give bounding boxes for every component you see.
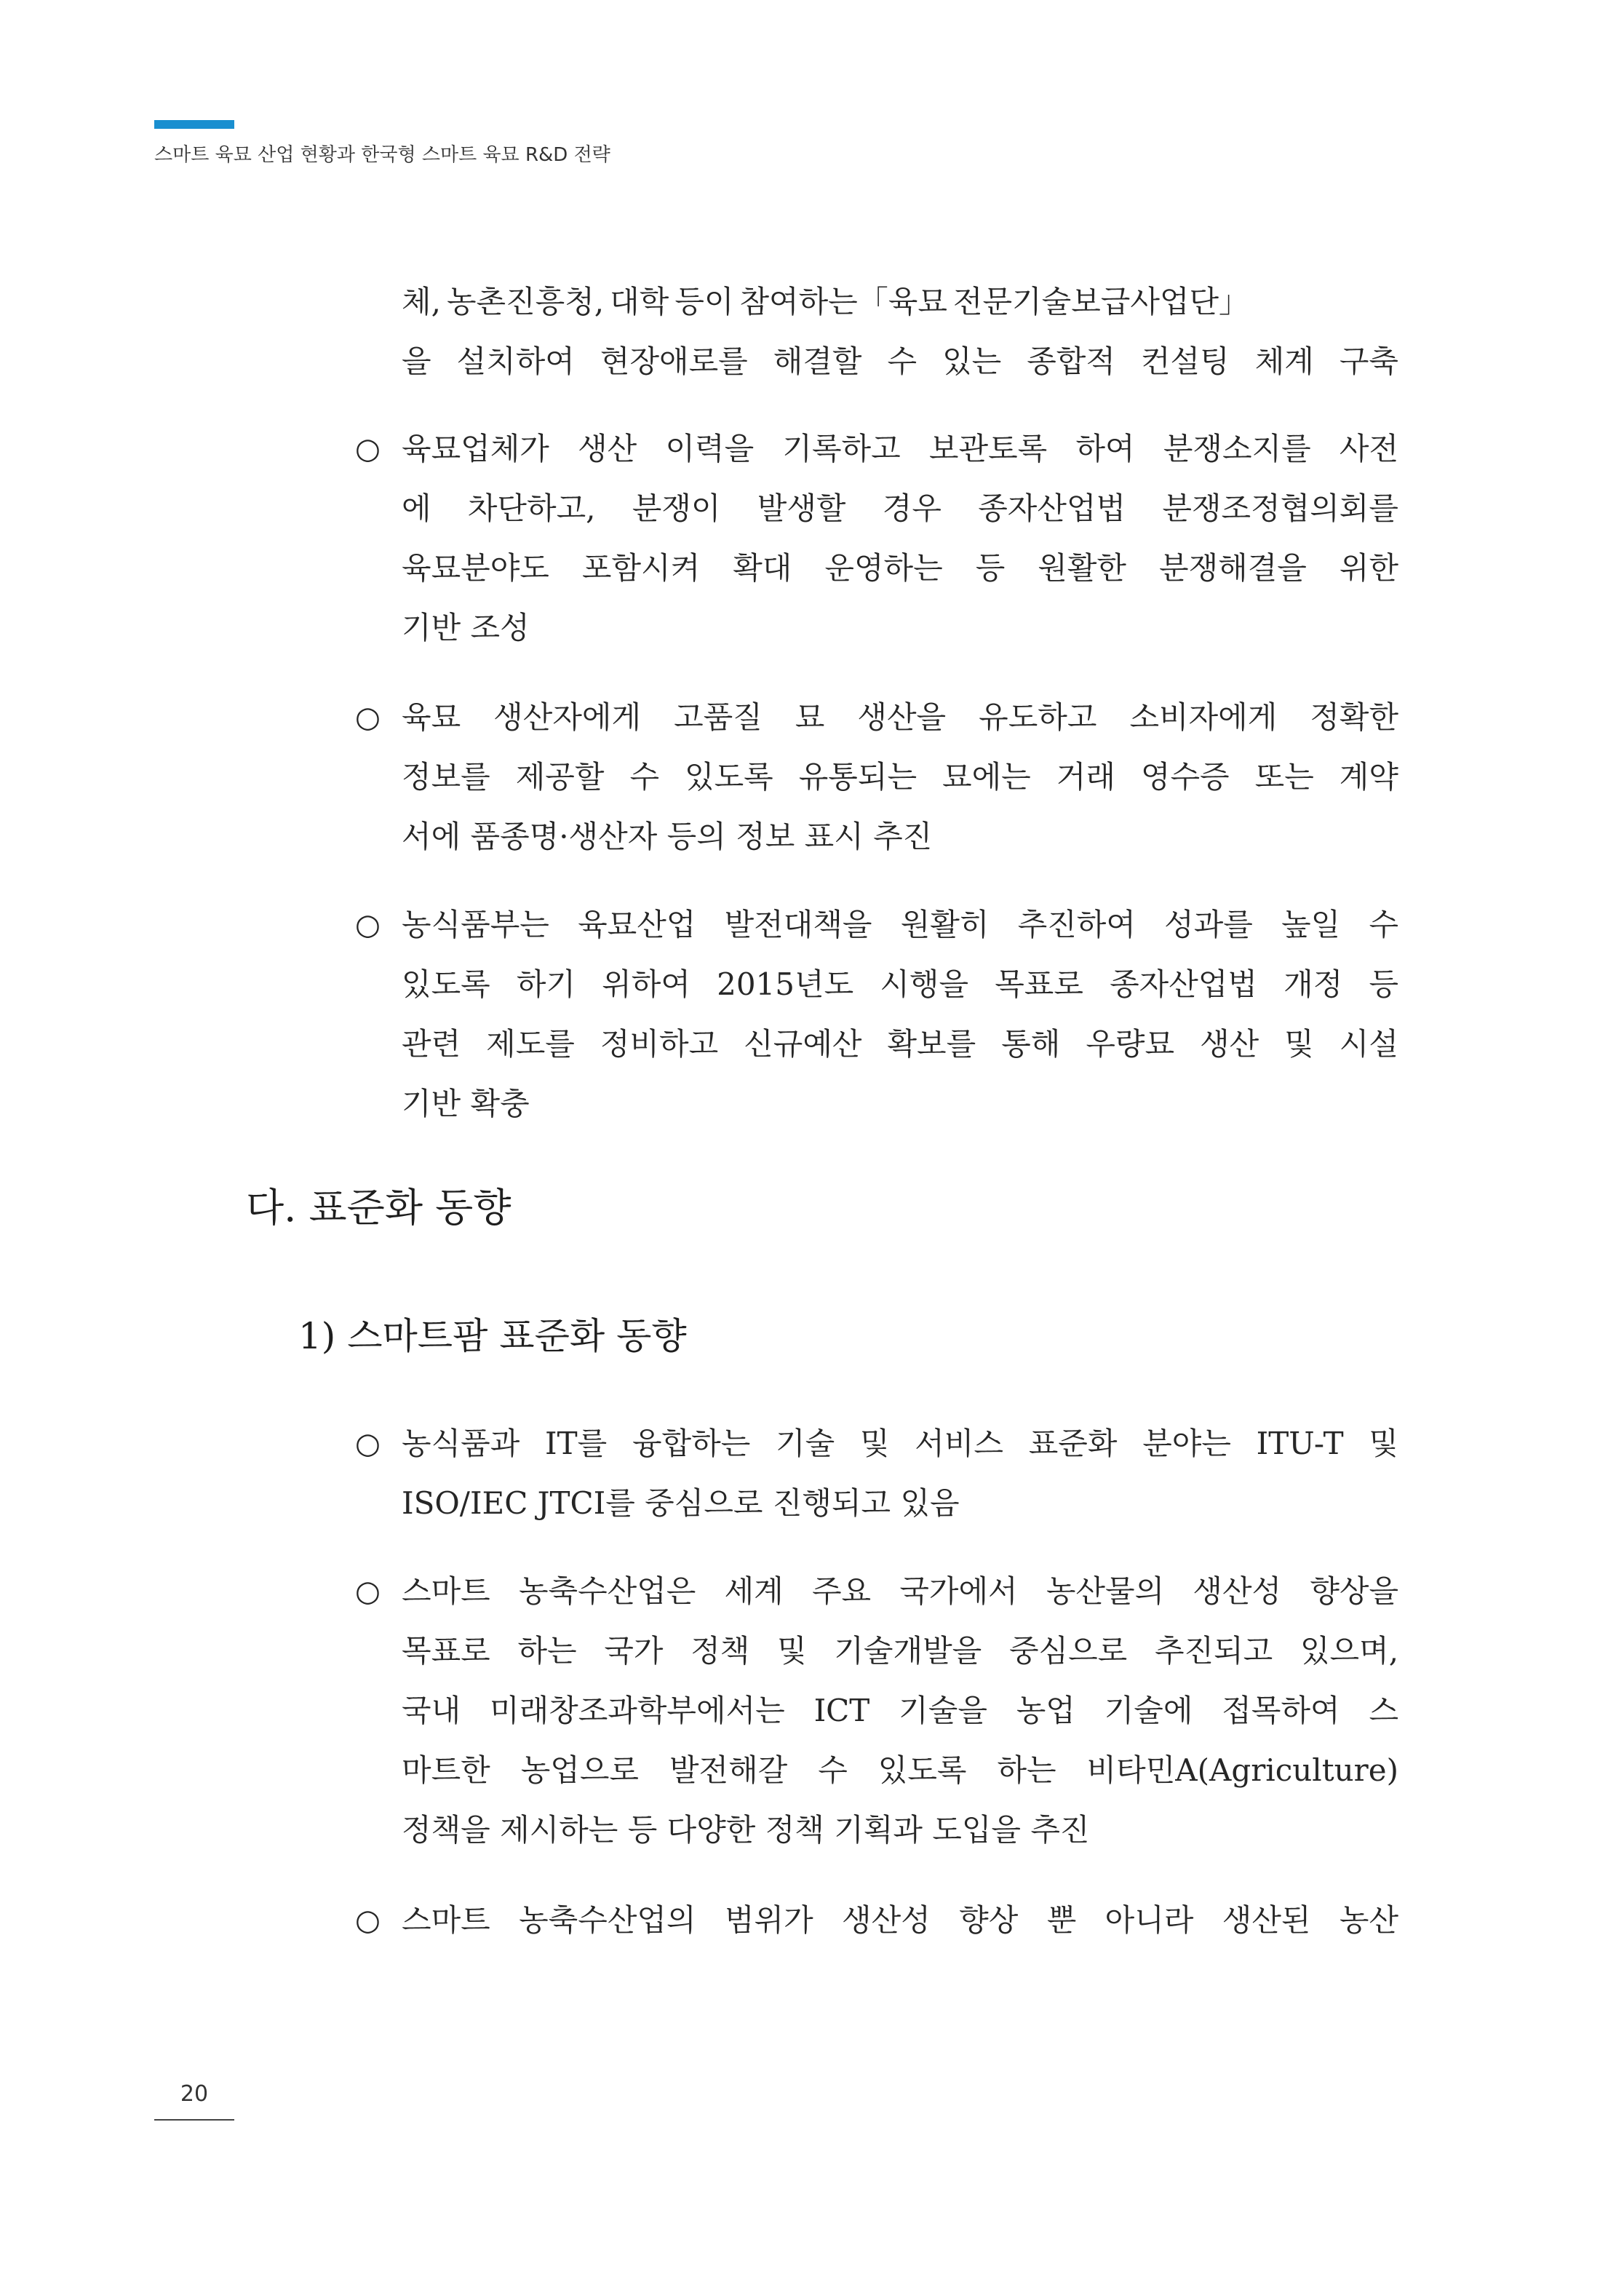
paragraph-line: 국내 미래창조과학부에서는 ICT 기술을 농업 기술에 접목하여 스 — [402, 1693, 1399, 1728]
section-heading: 다. 표준화 동향 — [246, 1185, 512, 1231]
paragraph-line: 있도록 하기 위하여 2015년도 시행을 목표로 종자산업법 개정 등 — [402, 966, 1399, 1002]
footer-rule — [154, 2119, 234, 2121]
paragraph-line: 관련 제도를 정비하고 신규예산 확보를 통해 우량묘 생산 및 시설 — [402, 1026, 1398, 1062]
paragraph-line: 서에 품종명·생산자 등의 정보 표시 추진 — [402, 819, 933, 854]
page-number: 20 — [180, 2081, 209, 2107]
bullet-circle-icon: ○ — [355, 908, 381, 942]
bullet-circle-icon: ○ — [355, 701, 381, 734]
paragraph-line: 스마트 농축수산업의 범위가 생산성 향상 뿐 아니라 생산된 농산 — [402, 1902, 1399, 1938]
paragraph-line: 정보를 제공할 수 있도록 유통되는 묘에는 거래 영수증 또는 계약 — [402, 759, 1398, 795]
paragraph-line: 육묘분야도 포함시켜 확대 운영하는 등 원활한 분쟁해결을 위한 — [402, 550, 1399, 586]
paragraph-line: 육묘업체가 생산 이력을 기록하고 보관토록 하여 분쟁소지를 사전 — [402, 431, 1399, 466]
paragraph-line: 기반 확충 — [402, 1086, 530, 1121]
bullet-circle-icon: ○ — [355, 432, 381, 466]
bullet-circle-icon: ○ — [355, 1427, 381, 1461]
paragraph-line: 을 설치하여 현장애로를 해결할 수 있는 종합적 컨설팅 체계 구축 — [402, 343, 1398, 379]
header-accent-bar — [154, 120, 234, 129]
paragraph-line: 기반 조성 — [402, 610, 530, 645]
paragraph-line: 마트한 농업으로 발전해갈 수 있도록 하는 비타민A(Agriculture) — [402, 1752, 1398, 1788]
paragraph-line: 육묘 생산자에게 고품질 묘 생산을 유도하고 소비자에게 정확한 — [402, 699, 1399, 735]
paragraph-line: 정책을 제시하는 등 다양한 정책 기획과 도입을 추진 — [402, 1812, 1090, 1848]
running-title: 스마트 육묘 산업 현황과 한국형 스마트 육묘 R&D 전략 — [154, 144, 610, 166]
bullet-circle-icon: ○ — [355, 1575, 381, 1608]
paragraph-line: 체, 농촌진흥청, 대학 등이 참여하는「육묘 전문기술보급사업단」 — [402, 284, 1250, 319]
paragraph-line: 농식품과 IT를 융합하는 기술 및 서비스 표준화 분야는 ITU-T 및 — [402, 1426, 1398, 1461]
subsection-heading: 1) 스마트팜 표준화 동향 — [298, 1315, 687, 1357]
paragraph-line: ISO/IEC JTCI를 중심으로 진행되고 있음 — [402, 1485, 960, 1521]
paragraph-line: 에 차단하고, 분쟁이 발생할 경우 종자산업법 분쟁조정협의회를 — [402, 490, 1398, 526]
paragraph-line: 농식품부는 육묘산업 발전대책을 원활히 추진하여 성과를 높일 수 — [402, 907, 1399, 942]
bullet-circle-icon: ○ — [355, 1904, 381, 1937]
paragraph-line: 스마트 농축수산업은 세계 주요 국가에서 농산물의 생산성 향상을 — [402, 1573, 1399, 1609]
paragraph-line: 목표로 하는 국가 정책 및 기술개발을 중심으로 추진되고 있으며, — [402, 1633, 1399, 1669]
